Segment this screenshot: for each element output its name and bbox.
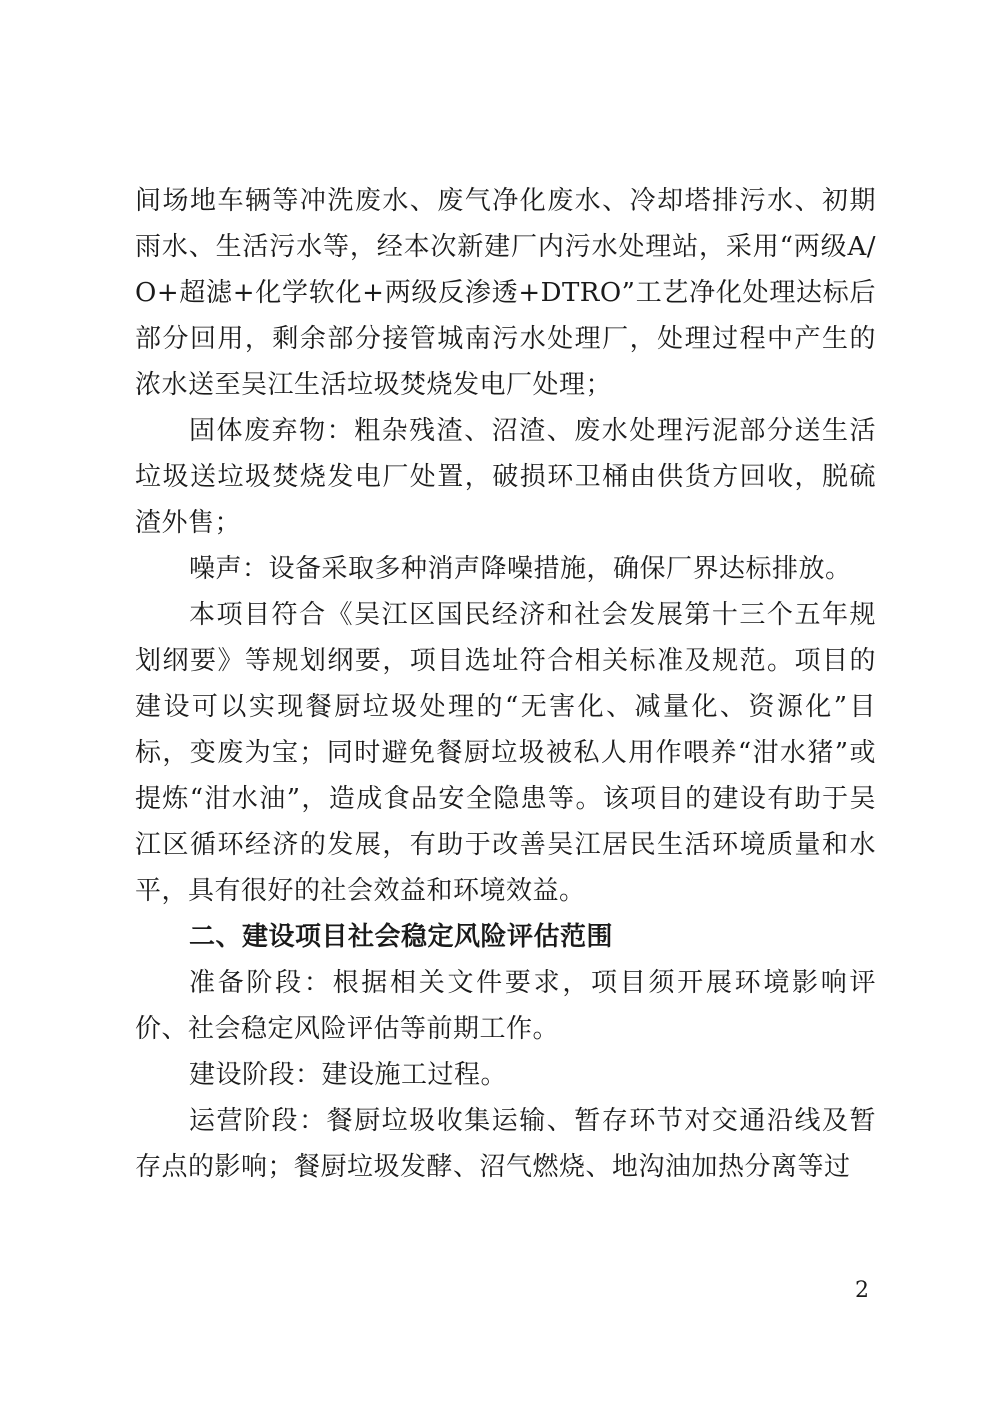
paragraph-wastewater-continued: 间场地车辆等冲洗废水、废气净化废水、冷却塔排污水、初期雨水、生活污水等，经本次新建厂内污水处理站，采用“两级A/O+超滤+化学软化+两级反渗透+DTRO”工艺净化处理达标后部分回用，剩余部分接管城南污水处理厂，处理过程中产生的浓水送至吴江生活垃圾焚烧发电厂处理；: [135, 186, 876, 400]
paragraph-noise: 噪声：设备采取多种消声降噪措施，确保厂界达标排放。: [189, 554, 852, 584]
section-heading: 二、建设项目社会稳定风险评估范围: [189, 922, 614, 952]
paragraph-preparation-stage: 准备阶段：根据相关文件要求，项目须开展环境影响评价、社会稳定风险评估等前期工作。: [135, 968, 876, 1044]
paragraph-planning-compliance: 本项目符合《吴江区国民经济和社会发展第十三个五年规划纲要》等规划纲要，项目选址符合相关标准及规范。项目的建设可以实现餐厨垃圾处理的“无害化、减量化、资源化”目标，变废为宝；同时避免餐厨垃圾被私人用作喂养“泔水猪”或提炼“泔水油”，造成食品安全隐患等。该项目的建设有助于吴江区循环经济的发展，有助于改善吴江居民生活环境质量和水平，具有很好的社会效益和环境效益。: [135, 600, 876, 906]
document-body: [135, 178, 876, 1190]
paragraph-solid-waste: 固体废弃物：粗杂残渣、沼渣、废水处理污泥部分送生活垃圾送垃圾焚烧发电厂处置，破损环卫桶由供货方回收，脱硫渣外售；: [135, 416, 876, 538]
page-number: 2: [855, 1278, 869, 1303]
paragraph-construction-stage: 建设阶段：建设施工过程。: [189, 1060, 508, 1090]
paragraph-operation-stage: 运营阶段：餐厨垃圾收集运输、暂存环节对交通沿线及暂存点的影响；餐厨垃圾发酵、沼气燃烧、地沟油加热分离等过: [135, 1106, 876, 1182]
